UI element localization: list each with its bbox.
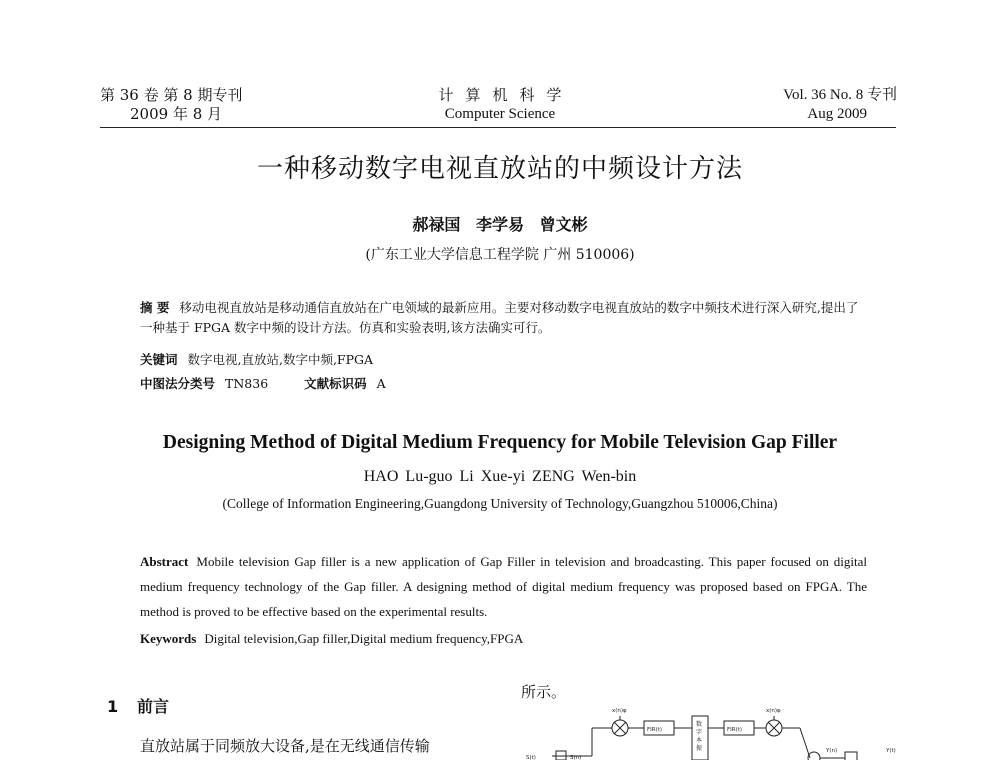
doc-code-label: 文献标识码 [304, 376, 367, 391]
keywords-cn-text: 数字电视,直放站,数字中频,FPGA [187, 352, 374, 367]
doc-code-value: A [376, 376, 386, 391]
abstract-cn [140, 298, 870, 338]
abstract-en-label: Abstract [140, 554, 189, 569]
abstract-cn-text: 移动电视直放站是移动通信直放站在广电领域的最新应用。主要对移动数字电视直放站的数字中频技术进行深入研究,提出了一种基于 FPGA 数字中频的设计方法。仿真和实验表明,该方法确实可行。 [140, 300, 859, 335]
affiliation-en: (College of Information Engineering,Guangdong University of Technology,Guangzhou 510006,China) [222, 496, 778, 511]
publish-date-en: Aug 2009 [807, 106, 867, 122]
section-title: 前言 [137, 697, 170, 716]
keywords-cn-label: 关键词 [140, 352, 178, 367]
label-y-n: Y(n) [826, 748, 838, 754]
paper-title-cn: 一种移动数字电视直放站的中频设计方法 [256, 154, 743, 184]
keywords-en-text: Digital television,Gap filler,Digital medium frequency,FPGA [204, 631, 524, 646]
classification-value: TN836 [225, 376, 269, 391]
affiliation-cn: (广东工业大学信息工程学院 广州 510006) [365, 247, 635, 263]
classification-label: 中图法分类号 [140, 376, 216, 391]
header-rule [100, 127, 896, 128]
keywords-cn [140, 350, 870, 370]
label-fir-2: FIR(t) [727, 727, 743, 733]
abstract-en-text: Mobile television Gap filler is a new application of Gap Filler in television and broadcasting. This paper focused on digital medium frequency technology of the Gap filler. A designing method of digital medium frequency was proposed based on FPGA. The method is proved to be effective based on the experimental results. [140, 554, 867, 619]
classification-row [140, 374, 870, 394]
volume-issue: 第 36 卷 第 8 期专刊 [100, 86, 243, 104]
keywords-en [140, 626, 867, 651]
output-block [845, 752, 857, 760]
journal-name-cn: 计算机科学 [438, 86, 574, 104]
paper-title-en: Designing Method of Digital Medium Frequency for Mobile Television Gap Filler [162, 432, 838, 453]
section-number: 1 [107, 697, 119, 716]
label-y-t: Y(t) [886, 748, 896, 754]
section-heading [107, 694, 169, 717]
label-s-n: S(n) [570, 755, 582, 760]
center-block-label [696, 720, 702, 752]
authors-cn: 郝禄国 李学易 曾文彬 [412, 215, 588, 234]
center-block-char-2: 字 [696, 729, 703, 736]
journal-volume-info-en [783, 86, 897, 124]
center-block-char-3: 本 [696, 737, 703, 744]
keywords-en-label: Keywords [140, 631, 197, 646]
authors-en: HAO Lu-guo Li Xue-yi ZENG Wen-bin [363, 468, 637, 485]
abstract-cn-label: 摘 要 [140, 300, 170, 315]
right-column-text: 所示。 [521, 683, 567, 701]
label-s-t: S(t) [526, 755, 536, 760]
center-block-char-1: 数 [696, 721, 703, 728]
body-text-line: 直放站属于同频放大设备,是在无线通信传输 [140, 737, 430, 755]
volume-issue-en: Vol. 36 No. 8 专刊 [783, 87, 897, 103]
label-mixer-2: x(n)φ [766, 708, 781, 714]
label-fir-1: FIR(t) [647, 727, 663, 733]
label-mixer-1: x(n)φ [612, 708, 627, 714]
journal-name-en: Computer Science [444, 106, 556, 122]
block-diagram-figure [520, 702, 910, 760]
publish-date-cn: 2009 年 8 月 [130, 105, 223, 123]
center-block-char-4: 振 [696, 745, 703, 752]
abstract-en [140, 549, 867, 624]
